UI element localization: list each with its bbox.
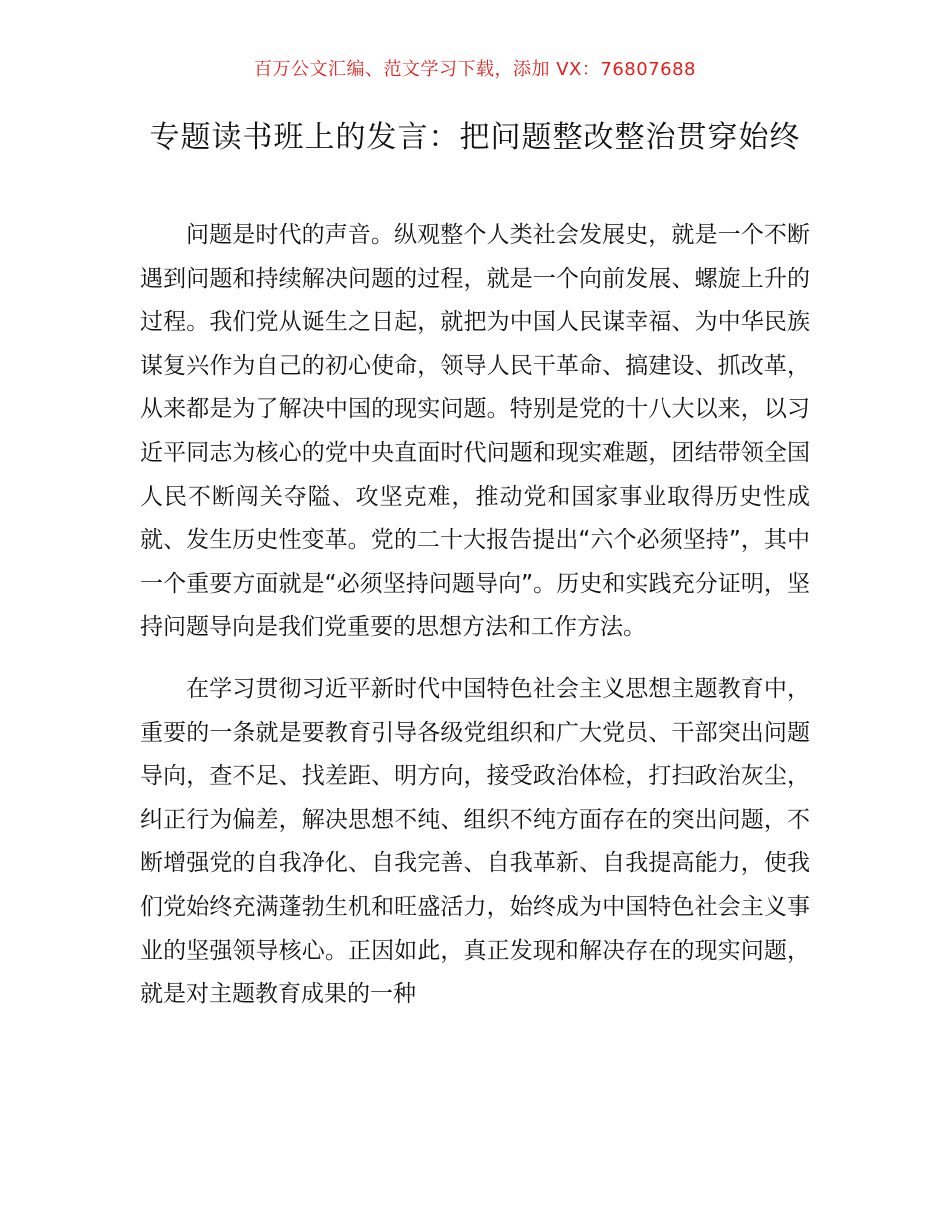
header-promo-note: 百万公文汇编、范文学习下载，添加 VX：76807688: [254, 59, 696, 80]
body-paragraph-1: 问题是时代的声音。纵观整个人类社会发展史，就是一个不断遇到问题和持续解决问题的过程，就是一个向前发展、螺旋上升的过程。我们党从诞生之日起，就把为中国人民谋幸福、为中华民族谋复兴作为自己的初心使命，领导人民干革命、搞建设、抓改革，从来都是为了解决中国的现实问题。特别是党的十八大以来，以习近平同志为核心的党中央直面时代问题和现实难题，团结带领全国人民不断闯关夺隘、攻坚克难，推动党和国家事业取得历史性成就、发生历史性变革。党的二十大报告提出“六个必须坚持”，其中一个重要方面就是“必须坚持问题导向”。历史和实践充分证明，坚持问题导向是我们党重要的思想方法和工作方法。: [140, 222, 810, 641]
body-paragraph-2: 在学习贯彻习近平新时代中国特色社会主义思想主题教育中，重要的一条就是要教育引导各级党组织和广大党员、干部突出问题导向，查不足、找差距、明方向，接受政治体检，打扫政治灰尘，纠正行为偏差，解决思想不纯、组织不纯方面存在的突出问题，不断增强党的自我净化、自我完善、自我革新、自我提高能力，使我们党始终充满蓬勃生机和旺盛活力，始终成为中国特色社会主义事业的坚强领导核心。正因如此，真正发现和解决存在的现实问题，就是对主题教育成果的一种: [140, 675, 810, 1008]
document-body: [140, 214, 810, 1035]
document-title: 专题读书班上的发言：把问题整改整治贯穿始终: [149, 120, 801, 155]
